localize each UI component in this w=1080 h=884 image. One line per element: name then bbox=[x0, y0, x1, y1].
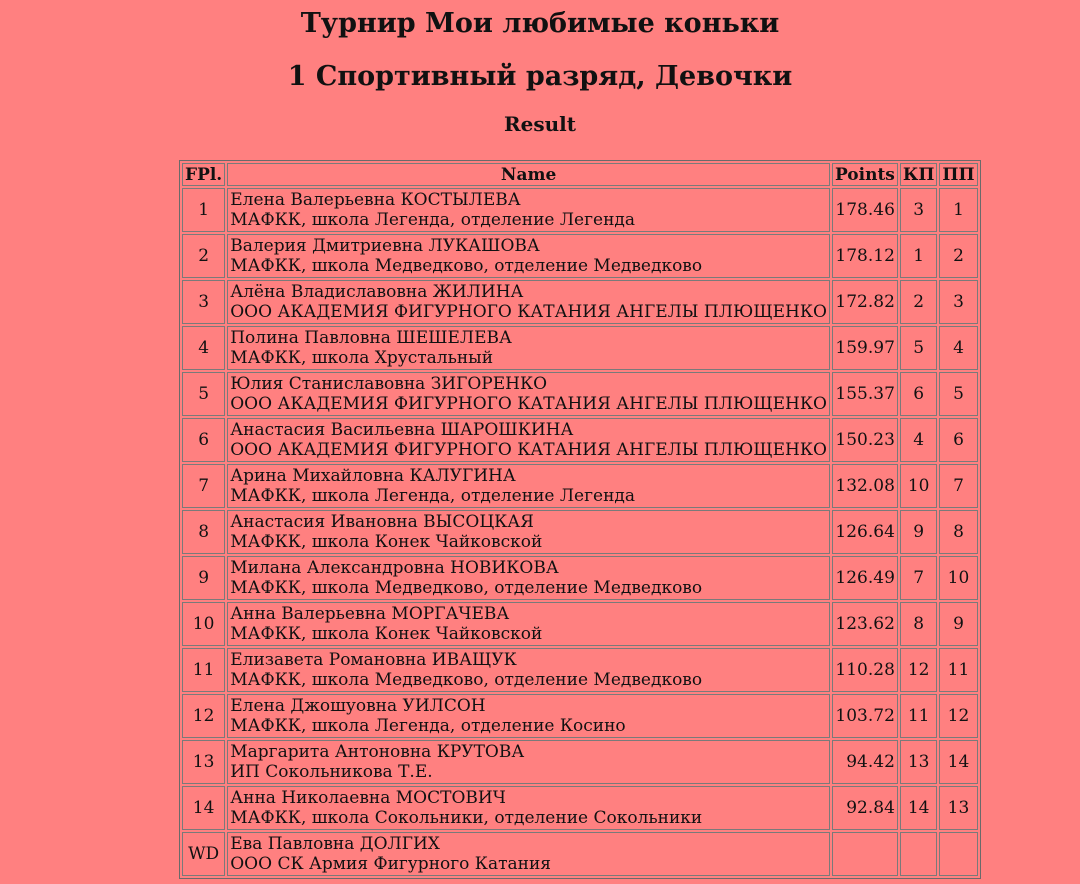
results-body bbox=[182, 188, 978, 876]
skater-name: Елена Джошуовна УИЛСОН bbox=[230, 696, 486, 716]
points-cell: 132.08 bbox=[832, 464, 898, 508]
place-cell: 13 bbox=[182, 740, 225, 784]
place-cell: 12 bbox=[182, 694, 225, 738]
kp-cell: 10 bbox=[900, 464, 938, 508]
table-header-row bbox=[182, 163, 978, 186]
skater-club: МАФКК, школа Легенда, отделение Легенда bbox=[230, 210, 636, 230]
name-cell bbox=[227, 786, 830, 830]
points-cell: 94.42 bbox=[832, 740, 898, 784]
tournament-title: Турнир Мои любимые коньки bbox=[300, 8, 780, 39]
skater-club: МАФКК, школа Конек Чайковской bbox=[230, 624, 543, 644]
pp-cell: 13 bbox=[939, 786, 977, 830]
table-row bbox=[182, 464, 978, 508]
skater-name: Алёна Владиславовна ЖИЛИНА bbox=[230, 282, 524, 302]
skater-club: ООО СК Армия Фигурного Катания bbox=[230, 854, 552, 874]
kp-cell: 2 bbox=[900, 280, 938, 324]
pp-cell: 12 bbox=[939, 694, 977, 738]
skater-club: ИП Сокольникова Т.Е. bbox=[230, 762, 433, 782]
points-cell: 126.64 bbox=[832, 510, 898, 554]
header-kp: КП bbox=[900, 163, 938, 186]
points-cell bbox=[832, 832, 898, 876]
name-cell bbox=[227, 740, 830, 784]
skater-name: Юлия Станиславовна ЗИГОРЕНКО bbox=[230, 374, 548, 394]
table-row bbox=[182, 740, 978, 784]
skater-name: Анастасия Васильевна ШАРОШКИНА bbox=[230, 420, 574, 440]
kp-cell: 7 bbox=[900, 556, 938, 600]
skater-club: МАФКК, школа Хрустальный bbox=[230, 348, 494, 368]
skater-name: Арина Михайловна КАЛУГИНА bbox=[230, 466, 516, 486]
points-cell: 159.97 bbox=[832, 326, 898, 370]
pp-cell: 8 bbox=[939, 510, 977, 554]
table-row bbox=[182, 694, 978, 738]
kp-cell: 9 bbox=[900, 510, 938, 554]
pp-cell: 7 bbox=[939, 464, 977, 508]
table-row bbox=[182, 602, 978, 646]
table-row bbox=[182, 234, 978, 278]
name-cell bbox=[227, 832, 830, 876]
points-cell: 172.82 bbox=[832, 280, 898, 324]
kp-cell: 6 bbox=[900, 372, 938, 416]
kp-cell: 5 bbox=[900, 326, 938, 370]
points-cell: 103.72 bbox=[832, 694, 898, 738]
name-cell bbox=[227, 188, 830, 232]
pp-cell: 9 bbox=[939, 602, 977, 646]
place-cell: 3 bbox=[182, 280, 225, 324]
place-cell: 2 bbox=[182, 234, 225, 278]
place-cell: 7 bbox=[182, 464, 225, 508]
points-cell: 155.37 bbox=[832, 372, 898, 416]
header-name: Name bbox=[227, 163, 830, 186]
points-cell: 178.46 bbox=[832, 188, 898, 232]
name-cell bbox=[227, 464, 830, 508]
place-cell: 10 bbox=[182, 602, 225, 646]
table-row bbox=[182, 786, 978, 830]
kp-cell: 8 bbox=[900, 602, 938, 646]
table-row bbox=[182, 832, 978, 876]
name-cell bbox=[227, 372, 830, 416]
skater-name: Валерия Дмитриевна ЛУКАШОВА bbox=[230, 236, 540, 256]
table-row bbox=[182, 188, 978, 232]
name-cell bbox=[227, 418, 830, 462]
results-table bbox=[179, 160, 981, 879]
skater-name: Елена Валерьевна КОСТЫЛЕВА bbox=[230, 190, 521, 210]
skater-name: Анастасия Ивановна ВЫСОЦКАЯ bbox=[230, 512, 534, 532]
kp-cell: 1 bbox=[900, 234, 938, 278]
table-row bbox=[182, 326, 978, 370]
kp-cell: 12 bbox=[900, 648, 938, 692]
points-cell: 110.28 bbox=[832, 648, 898, 692]
pp-cell: 10 bbox=[939, 556, 977, 600]
table-row bbox=[182, 510, 978, 554]
skater-name: Ева Павловна ДОЛГИХ bbox=[230, 834, 440, 854]
skater-club: МАФКК, школа Сокольники, отделение Сокольники bbox=[230, 808, 703, 828]
name-cell bbox=[227, 694, 830, 738]
skater-club: МАФКК, школа Легенда, отделение Легенда bbox=[230, 486, 636, 506]
skater-name: Милана Александровна НОВИКОВА bbox=[230, 558, 559, 578]
skater-club: МАФКК, школа Легенда, отделение Косино bbox=[230, 716, 626, 736]
skater-name: Полина Павловна ШЕШЕЛЕВА bbox=[230, 328, 512, 348]
place-cell: 6 bbox=[182, 418, 225, 462]
table-row bbox=[182, 418, 978, 462]
kp-cell bbox=[900, 832, 938, 876]
result-subtitle: Result bbox=[504, 112, 576, 136]
name-cell bbox=[227, 326, 830, 370]
pp-cell: 11 bbox=[939, 648, 977, 692]
place-cell: 4 bbox=[182, 326, 225, 370]
points-cell: 178.12 bbox=[832, 234, 898, 278]
skater-club: ООО АКАДЕМИЯ ФИГУРНОГО КАТАНИЯ АНГЕЛЫ ПЛЮЩЕНКО bbox=[230, 302, 827, 322]
table-row bbox=[182, 556, 978, 600]
place-cell: 14 bbox=[182, 786, 225, 830]
place-cell: WD bbox=[182, 832, 225, 876]
skater-club: ООО АКАДЕМИЯ ФИГУРНОГО КАТАНИЯ АНГЕЛЫ ПЛЮЩЕНКО bbox=[230, 394, 827, 414]
place-cell: 8 bbox=[182, 510, 225, 554]
pp-cell: 6 bbox=[939, 418, 977, 462]
pp-cell: 14 bbox=[939, 740, 977, 784]
skater-club: МАФКК, школа Медведково, отделение Медведково bbox=[230, 256, 703, 276]
header-place: FPl. bbox=[182, 163, 225, 186]
name-cell bbox=[227, 234, 830, 278]
pp-cell bbox=[939, 832, 977, 876]
name-cell bbox=[227, 602, 830, 646]
kp-cell: 14 bbox=[900, 786, 938, 830]
kp-cell: 4 bbox=[900, 418, 938, 462]
kp-cell: 3 bbox=[900, 188, 938, 232]
table-row bbox=[182, 648, 978, 692]
skater-club: МАФКК, школа Медведково, отделение Медведково bbox=[230, 670, 703, 690]
skater-club: МАФКК, школа Медведково, отделение Медведково bbox=[230, 578, 703, 598]
name-cell bbox=[227, 556, 830, 600]
kp-cell: 13 bbox=[900, 740, 938, 784]
category-title: 1 Спортивный разряд, Девочки bbox=[287, 61, 793, 92]
skater-name: Елизавета Романовна ИВАЩУК bbox=[230, 650, 517, 670]
pp-cell: 4 bbox=[939, 326, 977, 370]
pp-cell: 2 bbox=[939, 234, 977, 278]
place-cell: 9 bbox=[182, 556, 225, 600]
points-cell: 150.23 bbox=[832, 418, 898, 462]
skater-club: МАФКК, школа Конек Чайковской bbox=[230, 532, 543, 552]
place-cell: 1 bbox=[182, 188, 225, 232]
kp-cell: 11 bbox=[900, 694, 938, 738]
pp-cell: 5 bbox=[939, 372, 977, 416]
header-points: Points bbox=[832, 163, 898, 186]
table-row bbox=[182, 372, 978, 416]
name-cell bbox=[227, 648, 830, 692]
points-cell: 92.84 bbox=[832, 786, 898, 830]
table-row bbox=[182, 280, 978, 324]
name-cell bbox=[227, 510, 830, 554]
header-pp: ПП bbox=[939, 163, 977, 186]
skater-name: Анна Валерьевна МОРГАЧЕВА bbox=[230, 604, 510, 624]
name-cell bbox=[227, 280, 830, 324]
skater-name: Маргарита Антоновна КРУТОВА bbox=[230, 742, 525, 762]
skater-club: ООО АКАДЕМИЯ ФИГУРНОГО КАТАНИЯ АНГЕЛЫ ПЛЮЩЕНКО bbox=[230, 440, 827, 460]
points-cell: 123.62 bbox=[832, 602, 898, 646]
points-cell: 126.49 bbox=[832, 556, 898, 600]
skater-name: Анна Николаевна МОСТОВИЧ bbox=[230, 788, 506, 808]
place-cell: 5 bbox=[182, 372, 225, 416]
place-cell: 11 bbox=[182, 648, 225, 692]
pp-cell: 1 bbox=[939, 188, 977, 232]
pp-cell: 3 bbox=[939, 280, 977, 324]
